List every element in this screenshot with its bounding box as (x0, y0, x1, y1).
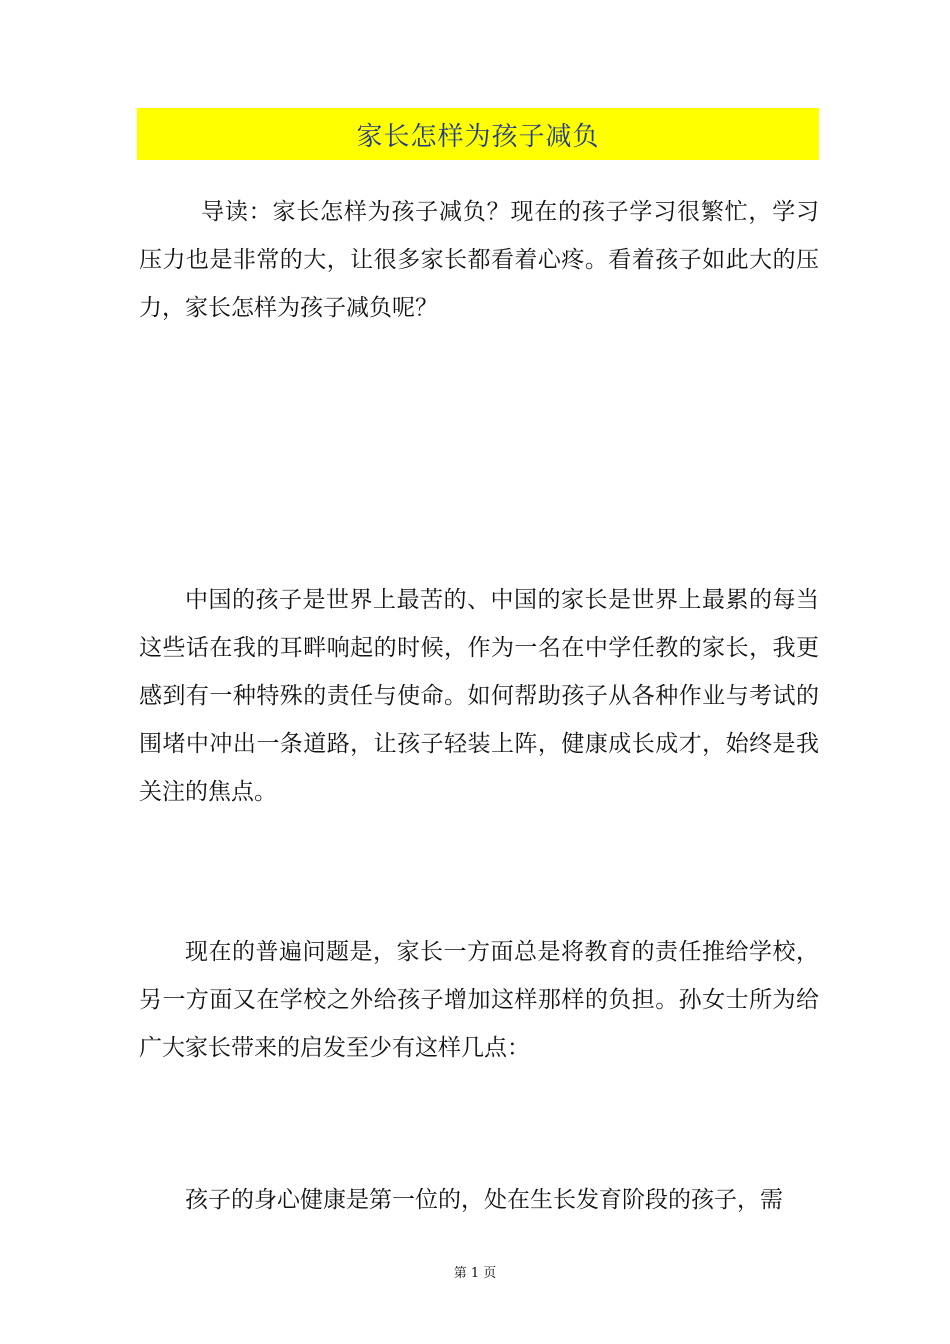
paragraph-intro: 导读：家长怎样为孩子减负？现在的孩子学习很繁忙，学习压力也是非常的大，让很多家长都看着心疼。看着孩子如此大的压力，家长怎样为孩子减负呢？ (139, 199, 819, 321)
paragraph-body-1: 中国的孩子是世界上最苦的、中国的家长是世界上最累的每当这些话在我的耳畔响起的时候，作为一名在中学任教的家长，我更感到有一种特殊的责任与使命。如何帮助孩子从各种作业与考试的围堵中冲出一条道路，让孩子轻装上阵，健康成长成才，始终是我关注的焦点。 (139, 587, 819, 805)
page-number-footer: 第 1 页 (453, 1266, 497, 1281)
document-title: 家长怎样为孩子减负 (356, 121, 600, 152)
paragraph-body-2: 现在的普遍问题是，家长一方面总是将教育的责任推给学校，另一方面又在学校之外给孩子增加这样那样的负担。孙女士所为给广大家长带来的启发至少有这样几点： (139, 939, 819, 1061)
paragraph-body-3: 孩子的身心健康是第一位的，处在生长发育阶段的孩子，需 (185, 1187, 783, 1213)
title-banner (137, 108, 819, 160)
